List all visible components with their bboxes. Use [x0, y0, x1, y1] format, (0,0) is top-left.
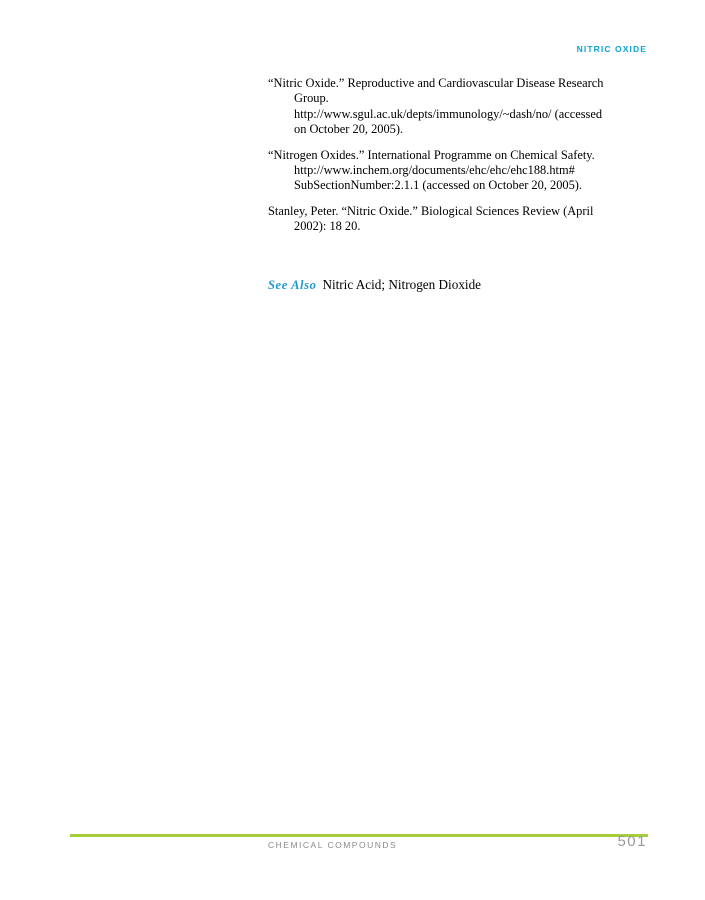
reference-url: http://www.inchem.org/documents/ehc/ehc/ehc188.htm# [294, 163, 575, 178]
reference-line: on October 20, 2005). [294, 122, 404, 137]
reference-list [268, 76, 648, 306]
see-also [268, 277, 648, 293]
reference-line: Group. [294, 91, 329, 106]
running-head: NITRIC OXIDE [576, 44, 647, 54]
reference-line: Stanley, Peter. “Nitric Oxide.” Biological Sciences Review (April [268, 203, 594, 218]
footer-rule [70, 834, 648, 837]
see-also-targets[interactable]: Nitric Acid; Nitrogen Dioxide [322, 276, 482, 292]
see-also-label: See Also [268, 277, 317, 292]
reference-url: http://www.sgul.ac.uk/depts/immunology/~dash/no/ (accessed [294, 106, 603, 121]
footer-book-title: CHEMICAL COMPOUNDS [268, 840, 398, 850]
reference-line: SubSectionNumber:2.1.1 (accessed on October 20, 2005). [294, 178, 583, 193]
reference-line: “Nitric Oxide.” Reproductive and Cardiovascular Disease Research [268, 76, 604, 90]
reference-line: “Nitrogen Oxides.” International Programme on Chemical Safety. [268, 147, 595, 162]
page-number: 501 [617, 833, 647, 850]
reference-entry [268, 148, 648, 194]
reference-line: 2002): 18 20. [294, 219, 361, 234]
reference-entry [268, 76, 648, 138]
reference-entry [268, 204, 648, 235]
